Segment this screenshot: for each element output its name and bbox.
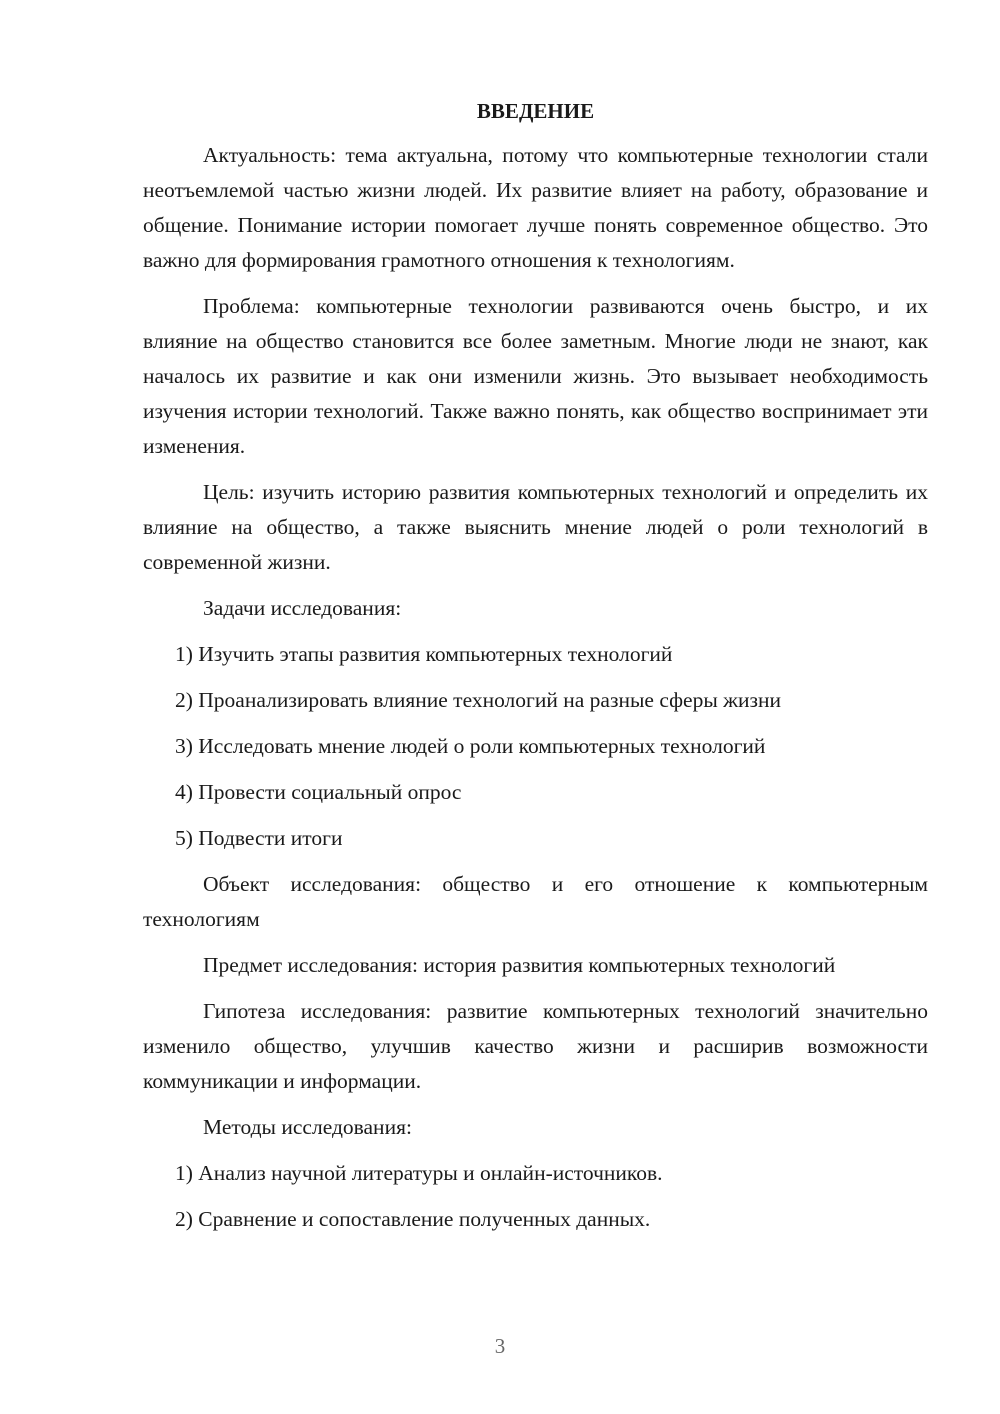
hypothesis-paragraph: Гипотеза исследования: развитие компьютерных технологий значительно изменило общество, улучшив качество жизни и расширив возможности коммуникации и информации.: [143, 999, 928, 1093]
task-item: 5) Подвести итоги: [175, 826, 343, 850]
document-page: [143, 96, 928, 1248]
method-item: 1) Анализ научной литературы и онлайн-источников.: [175, 1161, 663, 1185]
object-paragraph: Объект исследования: общество и его отношение к компьютерным технологиям: [143, 872, 928, 931]
page-title: ВВЕДЕНИЕ: [476, 99, 595, 123]
task-item: 1) Изучить этапы развития компьютерных технологий: [175, 642, 673, 666]
tasks-heading: Задачи исследования:: [203, 596, 402, 620]
method-item: 2) Сравнение и сопоставление полученных данных.: [175, 1207, 651, 1231]
methods-heading: Методы исследования:: [203, 1115, 412, 1139]
subject-paragraph: Предмет исследования: история развития компьютерных технологий: [203, 953, 836, 977]
task-item: 2) Проанализировать влияние технологий на разные сферы жизни: [175, 688, 782, 712]
task-item: 3) Исследовать мнение людей о роли компьютерных технологий: [175, 734, 766, 758]
task-item: 4) Провести социальный опрос: [175, 780, 462, 804]
goal-paragraph: Цель: изучить историю развития компьютерных технологий и определить их влияние на общество, а также выяснить мнение людей о роли технологий в современной жизни.: [143, 480, 928, 574]
page-number: 3: [494, 1334, 506, 1358]
problem-paragraph: Проблема: компьютерные технологии развиваются очень быстро, и их влияние на общество становится все более заметным. Многие люди не знают, как началось их развитие и как они изменили жизнь. Это вызывает необходимость изучения истории технологий. Также важно понять, как общество воспринимает эти изменения.: [143, 294, 928, 458]
relevance-paragraph: Актуальность: тема актуальна, потому что компьютерные технологии стали неотъемлемой частью жизни людей. Их развитие влияет на работу, образование и общение. Понимание истории помогает лучше понять современное общество. Это важно для формирования грамотного отношения к технологиям.: [143, 143, 928, 272]
